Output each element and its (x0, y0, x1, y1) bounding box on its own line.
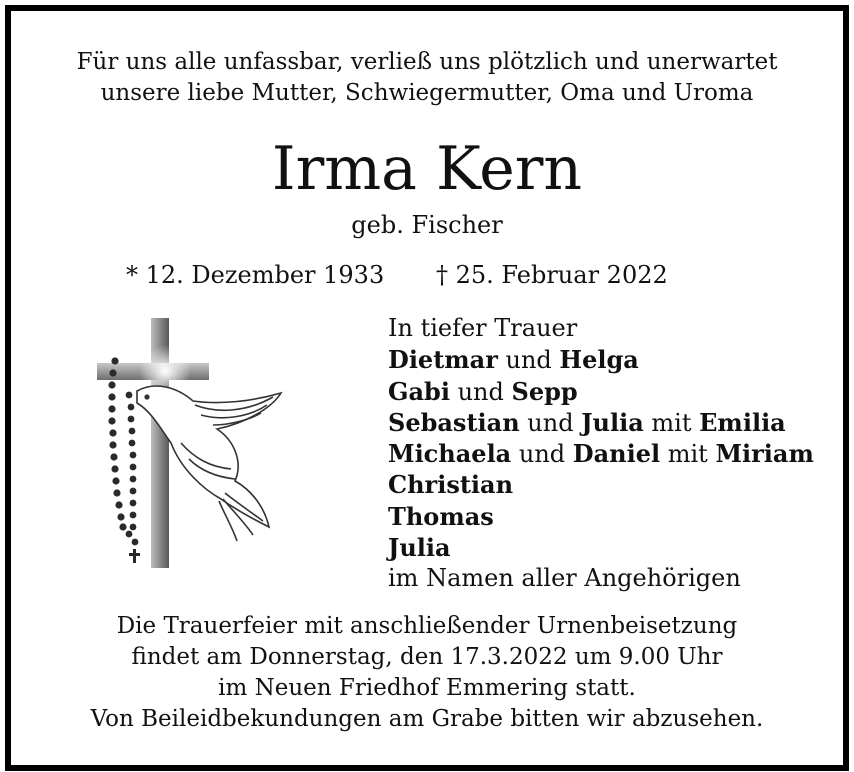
mourner-name: Miriam (715, 439, 814, 469)
mourners-list (388, 313, 814, 595)
mourner-name: Dietmar (388, 345, 498, 375)
mourner-connector: und (519, 408, 582, 437)
mourner-connector: und (511, 440, 573, 469)
mourners-opening: In tiefer Trauer (388, 314, 578, 342)
service-line: im Neuen Friedhof Emmering statt. (218, 675, 636, 701)
mourner-name: Thomas (388, 501, 494, 531)
death-date: † 25. Februar 2022 (436, 261, 668, 289)
intro-text (11, 47, 843, 109)
mourner-connector: mit (643, 408, 700, 437)
obituary-notice (5, 5, 849, 771)
mourner-name: Sepp (511, 376, 578, 406)
service-line: Von Beileidbekundungen am Grabe bitten wir abzusehen. (90, 706, 764, 732)
maiden-name: geb. Fischer (351, 211, 503, 239)
intro-line: Für uns alle unfassbar, verließ uns plötzlich und unerwartet (76, 49, 778, 75)
service-line: Die Trauerfeier mit anschließender Urnenbeisetzung (116, 613, 738, 639)
mourner-row (388, 344, 814, 375)
mourners-closing: im Namen aller Angehörigen (388, 564, 741, 593)
mourner-name: Christian (388, 470, 514, 500)
mourner-name: Emilia (699, 407, 786, 437)
mourner-name: Helga (559, 345, 639, 375)
mourner-row (388, 469, 814, 500)
birth-date: * 12. Dezember 1933 (126, 261, 385, 289)
mourner-connector: mit (660, 440, 716, 469)
mourner-connector: und (497, 346, 560, 375)
rosary-icon (108, 357, 140, 563)
mourner-row (388, 438, 814, 469)
mourner-row (388, 407, 814, 438)
service-line: findet am Donnerstag, den 17.3.2022 um 9.00 Uhr (131, 644, 723, 670)
deceased-name: Irma Kern (271, 134, 583, 204)
mourner-row (388, 376, 814, 407)
mourner-row (388, 532, 814, 563)
mourner-name: Michaela (388, 439, 512, 469)
service-info (11, 611, 843, 735)
mourner-name: Julia (388, 533, 451, 563)
mourner-connector: und (449, 377, 512, 406)
mourner-name: Sebastian (388, 407, 520, 437)
mourner-name: Julia (581, 407, 644, 437)
mourner-row (388, 501, 814, 532)
mourner-name: Gabi (388, 376, 450, 406)
mourner-name: Daniel (572, 439, 661, 469)
cross-dove-emblem (85, 313, 309, 581)
intro-line: unsere liebe Mutter, Schwiegermutter, Oma und Uroma (100, 80, 754, 106)
